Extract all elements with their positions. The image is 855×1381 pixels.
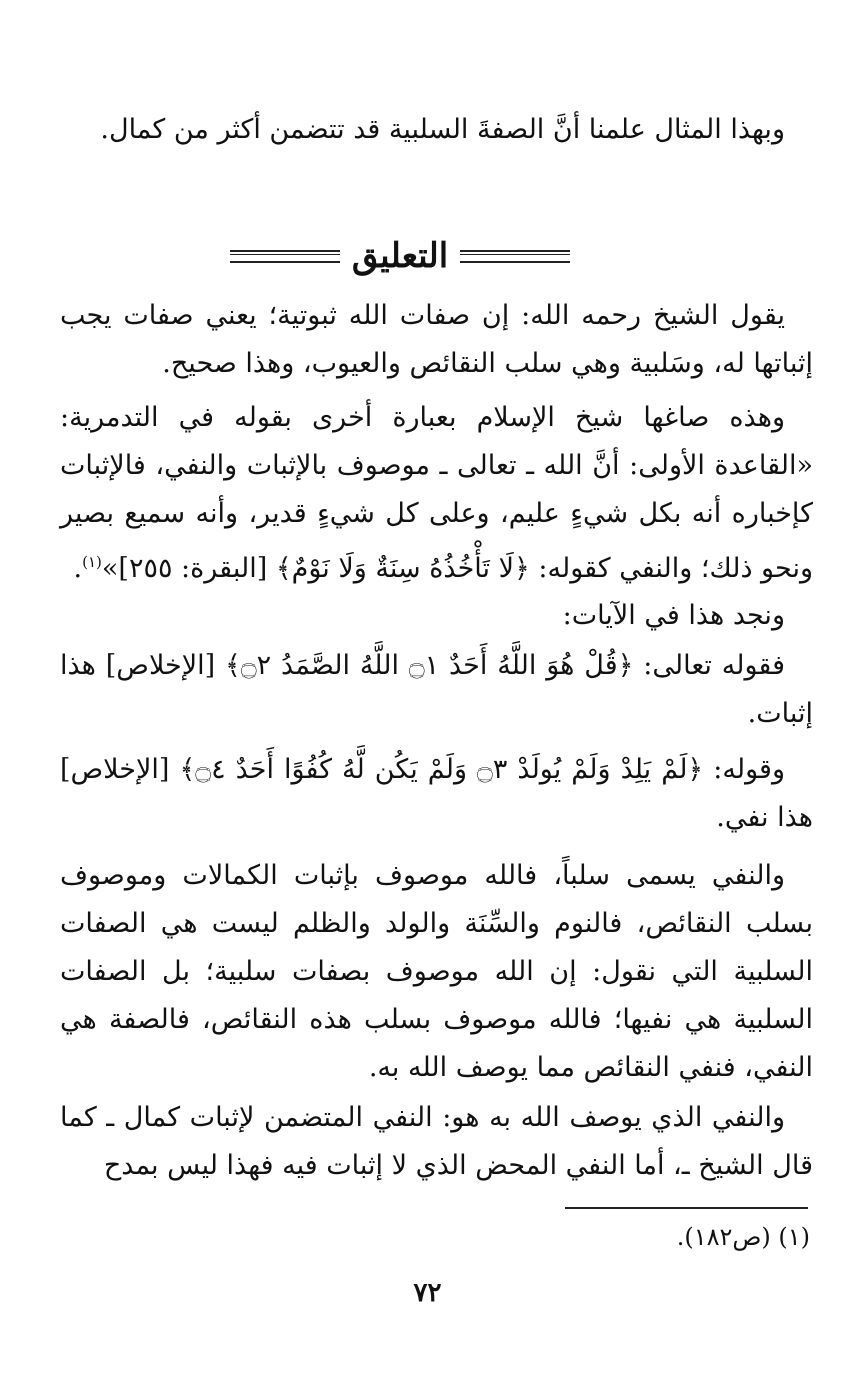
section-heading xyxy=(230,226,570,286)
quote-text: وهذه صاغها شيخ الإسلام بعبارة أخرى بقوله في التدمرية: «القاعدة الأولى: أنَّ الله ـ تعالى ـ موصوف بالإثبات والنفي، فالإثبات كإخباره أنه بكل شيءٍ عليم، وعلى كل شيءٍ قدير، وأنه سميع بصير ونحو ذلك؛ والنفي كقوله: ﴿لَا تَأْخُذُهُ سِنَةٌ وَلَا نَوْمٌ﴾ [البقرة: ٢٥٥]» xyxy=(60,402,813,584)
paragraph-tadmuriyya-quote: وهذه صاغها شيخ الإسلام بعبارة أخرى بقوله في التدمرية: «القاعدة الأولى: أنَّ الله ـ تعالى ـ موصوف بالإثبات والنفي، فالإثبات كإخباره أنه بكل شيءٍ عليم، وعلى كل شيءٍ قدير، وأنه سميع بصير ونحو ذلك؛ والنفي كقوله: ﴿لَا تَأْخُذُهُ سِنَةٌ وَلَا نَوْمٌ﴾ [البقرة: ٢٥٥]»$^{(١)}$. xyxy=(60,402,813,584)
footnote: (١) (ص١٨٢). xyxy=(676,1223,810,1251)
heading-title: التعليق xyxy=(351,236,449,276)
paragraph-sheikh-statement: يقول الشيخ رحمه الله: إن صفات الله ثبوتية؛ يعني صفات يجب إثباتها له، وسَلبية وهي سلب النقائص والعيوب، وهذا صحيح. xyxy=(60,300,813,379)
paragraph-pure-negation: والنفي الذي يوصف الله به هو: النفي المتضمن لإثبات كمال ـ كما قال الشيخ ـ، أما النفي المحض الذي لا إثبات فيه فهذا ليس بمدح xyxy=(60,1102,813,1181)
intro-paragraph: وبهذا المثال علمنا أنَّ الصفةَ السلبية قد تتضمن أكثر من كمال. xyxy=(100,114,785,145)
paragraph-negation-verse: وقوله: ﴿لَمْ يَلِدْ وَلَمْ يُولَدْ ۝٣ وَلَمْ يَكُن لَّهُ كُفُوًا أَحَدٌ ۝٤﴾ [الإخلاص] هذا نفي. xyxy=(60,754,813,833)
page-number: ٧٢ xyxy=(413,1278,442,1308)
paragraph-affirmation-verse: فقوله تعالى: ﴿قُلْ هُوَ اللَّهُ أَحَدٌ ۝١ اللَّهُ الصَّمَدُ ۝٢﴾ [الإخلاص] هذا إثبات. xyxy=(60,650,813,729)
heading-rule-right xyxy=(460,250,570,263)
footnote-divider xyxy=(565,1207,808,1209)
paragraph-verses-intro: ونجد هذا في الآيات: xyxy=(562,600,785,631)
heading-rule-left xyxy=(230,250,340,263)
paragraph-negation-explanation: والنفي يسمى سلباً، فالله موصوف بإثبات الكمالات وموصوف بسلب النقائص، فالنوم والسِّنَة والولد والظلم ليست هي الصفات السلبية التي نقول: إن الله موصوف بصفات سلبية؛ بل الصفات السلبية هي نفيها؛ فالله موصوف بسلب هذه النقائص، فالصفة هي النفي، فنفي النقائص مما يوصف الله به. xyxy=(60,860,813,1083)
footnote-marker: (١) xyxy=(82,553,102,571)
document-page xyxy=(60,0,813,1381)
